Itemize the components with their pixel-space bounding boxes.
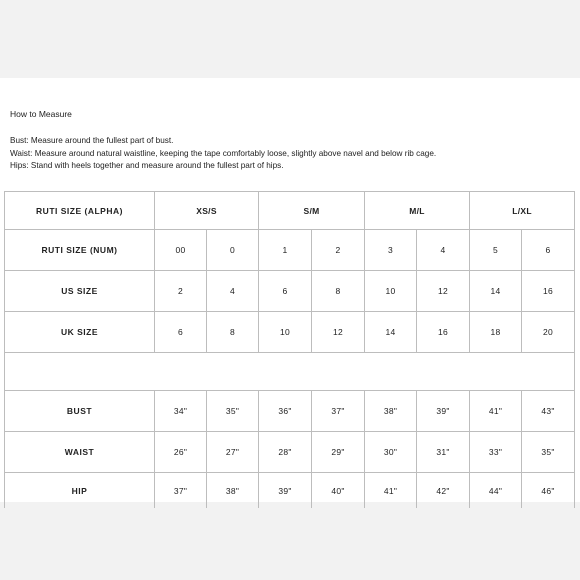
table-cell: 12 bbox=[312, 312, 365, 353]
table-cell: 6 bbox=[155, 312, 207, 353]
table-cell: 28" bbox=[259, 432, 312, 473]
table-cell: 38" bbox=[365, 391, 417, 432]
table-cell: 34" bbox=[155, 391, 207, 432]
table-cell: 18 bbox=[470, 312, 522, 353]
instruction-hips: Hips: Stand with heels together and measure around the fullest part of hips. bbox=[10, 161, 284, 170]
table-cell: 1 bbox=[259, 230, 312, 271]
table-cell: 4 bbox=[207, 271, 259, 312]
table-cell: 35" bbox=[207, 391, 259, 432]
table-cell: 16 bbox=[522, 271, 575, 312]
table-row-alpha-size bbox=[5, 192, 575, 230]
table-cell: 26" bbox=[155, 432, 207, 473]
table-cell: 16 bbox=[417, 312, 470, 353]
table-cell: 0 bbox=[207, 230, 259, 271]
size-chart-table bbox=[4, 191, 575, 508]
table-row-bust bbox=[5, 391, 575, 432]
table-cell: 10 bbox=[365, 271, 417, 312]
table-cell: 37" bbox=[312, 391, 365, 432]
row-label: US SIZE bbox=[5, 271, 155, 312]
table-cell: 35" bbox=[522, 432, 575, 473]
table-cell: 37" bbox=[155, 473, 207, 509]
table-cell: 5 bbox=[470, 230, 522, 271]
alpha-size-cell: S/M bbox=[259, 192, 365, 230]
table-cell: 36" bbox=[259, 391, 312, 432]
spacer-cell bbox=[5, 353, 575, 391]
size-chart-sheet bbox=[0, 78, 580, 502]
table-cell: 40" bbox=[312, 473, 365, 509]
table-cell: 12 bbox=[417, 271, 470, 312]
table-cell: 2 bbox=[155, 271, 207, 312]
instruction-waist: Waist: Measure around natural waistline, keeping the tape comfortably loose, slightly above navel and below rib cage. bbox=[10, 148, 437, 158]
table-cell: 41" bbox=[365, 473, 417, 509]
table-cell: 41" bbox=[470, 391, 522, 432]
table-cell: 10 bbox=[259, 312, 312, 353]
table-cell: 31" bbox=[417, 432, 470, 473]
table-cell: 46" bbox=[522, 473, 575, 509]
table-cell: 42" bbox=[417, 473, 470, 509]
table-cell: 8 bbox=[207, 312, 259, 353]
page-heading: How to Measure bbox=[10, 109, 72, 119]
row-label: RUTI SIZE (NUM) bbox=[5, 230, 155, 271]
table-cell: 30" bbox=[365, 432, 417, 473]
row-label: RUTI SIZE (ALPHA) bbox=[5, 192, 155, 230]
table-cell: 00 bbox=[155, 230, 207, 271]
table-cell: 33" bbox=[470, 432, 522, 473]
table-cell: 14 bbox=[470, 271, 522, 312]
table-cell: 43" bbox=[522, 391, 575, 432]
table-cell: 39" bbox=[259, 473, 312, 509]
table-cell: 4 bbox=[417, 230, 470, 271]
row-label: HIP bbox=[5, 473, 155, 509]
table-row-us-size bbox=[5, 271, 575, 312]
alpha-size-cell: XS/S bbox=[155, 192, 259, 230]
table-cell: 2 bbox=[312, 230, 365, 271]
table-cell: 6 bbox=[259, 271, 312, 312]
table-row-hip bbox=[5, 473, 575, 509]
table-cell: 29" bbox=[312, 432, 365, 473]
alpha-size-cell: L/XL bbox=[470, 192, 575, 230]
alpha-size-cell: M/L bbox=[365, 192, 470, 230]
measuring-instructions bbox=[10, 135, 436, 173]
table-cell: 6 bbox=[522, 230, 575, 271]
table-cell: 27" bbox=[207, 432, 259, 473]
row-label: BUST bbox=[5, 391, 155, 432]
table-cell: 8 bbox=[312, 271, 365, 312]
table-cell: 39" bbox=[417, 391, 470, 432]
table-row-waist bbox=[5, 432, 575, 473]
instruction-bust: Bust: Measure around the fullest part of bust. bbox=[10, 136, 174, 145]
row-label: UK SIZE bbox=[5, 312, 155, 353]
table-cell: 3 bbox=[365, 230, 417, 271]
table-row-uk-size bbox=[5, 312, 575, 353]
row-label: WAIST bbox=[5, 432, 155, 473]
table-cell: 14 bbox=[365, 312, 417, 353]
table-cell: 44" bbox=[470, 473, 522, 509]
table-cell: 38" bbox=[207, 473, 259, 509]
table-cell: 20 bbox=[522, 312, 575, 353]
table-row-num-size bbox=[5, 230, 575, 271]
table-spacer-row bbox=[5, 353, 575, 391]
